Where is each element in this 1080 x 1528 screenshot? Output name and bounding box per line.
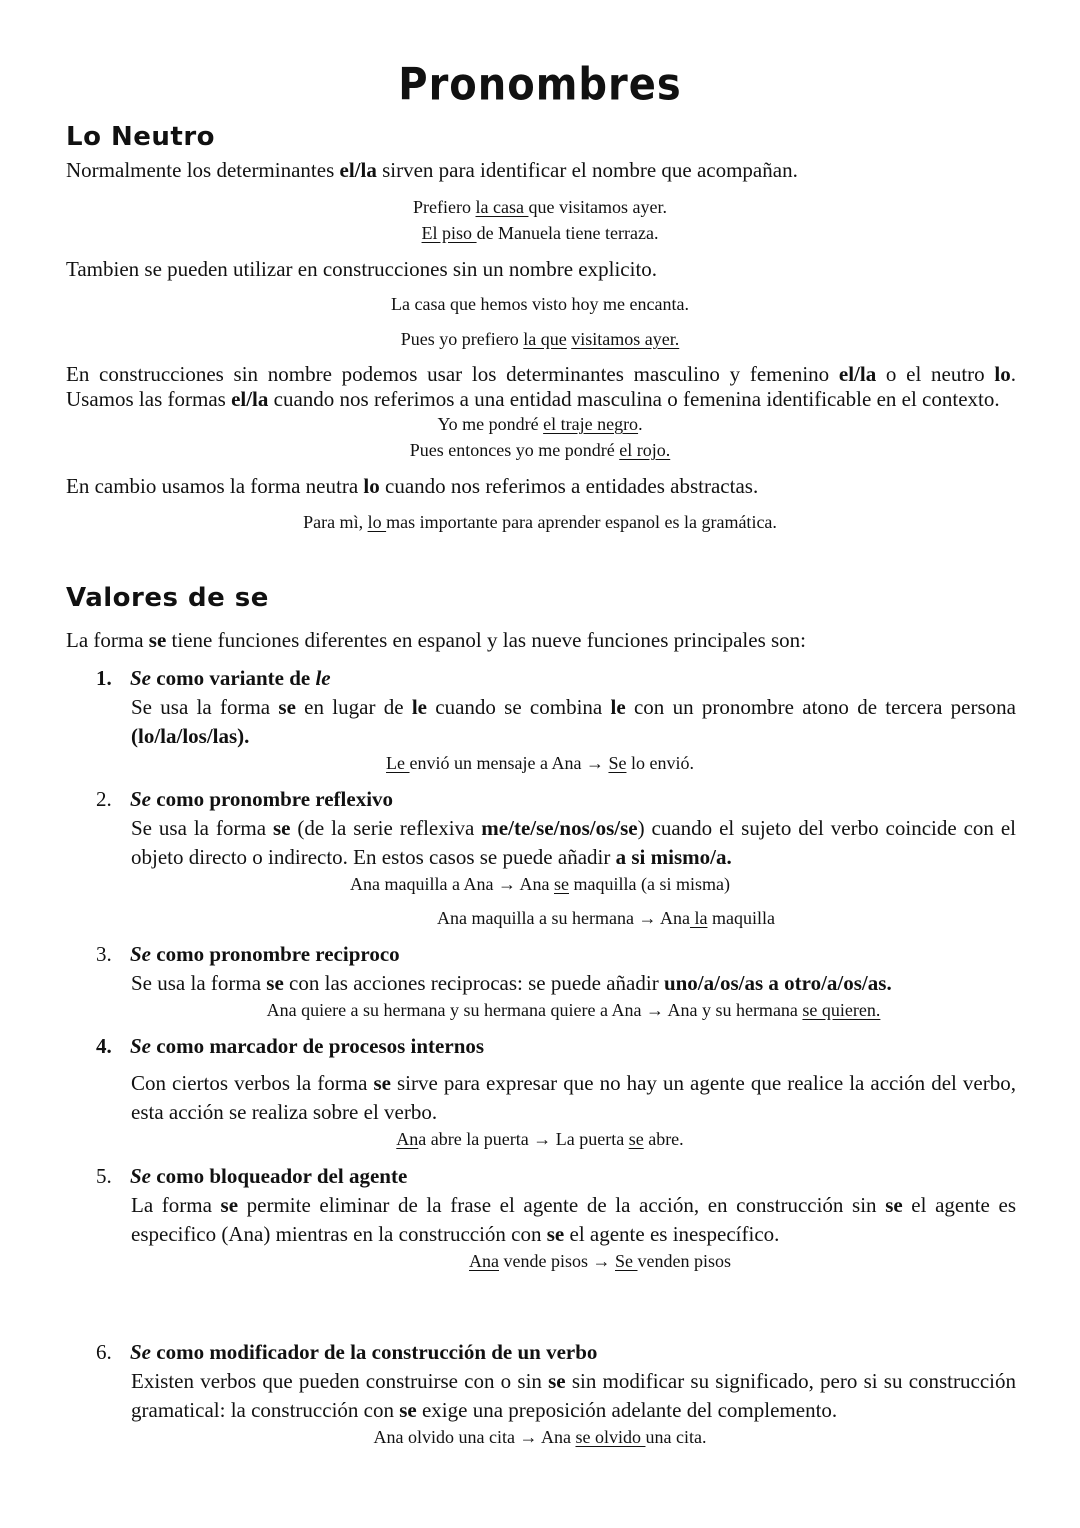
paragraph: La forma se tiene funciones diferentes en espanol y las nueve funciones principales son: [66,628,807,652]
section-heading-lo-neutro: Lo Neutro [66,122,215,152]
example-sentence: El piso de Manuela tiene terraza. [421,223,659,243]
list-item-text: La forma se permite eliminar de la frase el agente de la acción, en construcción sin se el agente es especifico (Ana) mientras en la construcción con se el agente es inespecífico. [131,1193,1016,1246]
example-sentence: Yo me pondré el traje negro. [437,414,643,434]
arrow-icon: → [592,1251,611,1271]
arrow-icon: → [638,908,657,928]
list-item-heading: 6. Se como modificador de la construcción de un verbo [96,1340,598,1364]
list-item-heading: 5. Se como bloqueador del agente [96,1164,408,1188]
example-sentence: Prefiero la casa que visitamos ayer. [413,197,667,217]
arrow-icon: → [645,1000,664,1020]
arrow-icon: → [498,874,516,894]
list-item-heading: 2. Se como pronombre reflexivo [96,787,394,811]
paragraph: En construcciones sin nombre podemos usar los determinantes masculino y femenino el/la o el neutro lo. Usamos las formas el/la cuando nos referimos a una entidad masculina o femenina identificable en el contexto. [66,362,1016,411]
list-item-heading: 3. Se como pronombre reciproco [96,942,400,966]
paragraph: Tambien se pueden utilizar en construcciones sin un nombre explicito. [66,257,658,281]
example-sentence: Ana maquilla a Ana → Ana se maquilla (a si misma) [350,874,730,894]
example-sentence: Pues yo prefiero la que visitamos ayer. [400,329,680,349]
arrow-icon: → [533,1129,552,1149]
arrow-icon: → [585,753,604,773]
example-sentence: Ana olvido una cita → Ana se olvido una cita. [373,1427,707,1447]
list-item-text: Se usa la forma se con las acciones reciprocas: se puede añadir uno/a/os/as a otro/a/os/as. [131,971,892,995]
section-heading-valores-de-se: Valores de se [66,583,269,613]
paragraph: En cambio usamos la forma neutra lo cuando nos referimos a entidades abstractas. [66,474,759,498]
example-sentence: Pues entonces yo me pondré el rojo. [409,440,671,460]
example-sentence: Le envió un mensaje a Ana → Se lo envió. [386,753,694,773]
arrow-icon: → [519,1427,538,1447]
paragraph: Normalmente los determinantes el/la sirven para identificar el nombre que acompañan. [66,158,798,182]
list-item-text: Existen verbos que pueden construirse con o sin se sin modificar su significado, pero si su construcción gramatical: la construcción con se exige una preposición adelante del complemento. [131,1369,1016,1422]
list-item-text: Se usa la forma se (de la serie reflexiva me/te/se/nos/os/se) cuando el sujeto del verbo coincide con el objeto directo o indirecto. En estos casos se puede añadir a si mismo/a. [131,816,1016,869]
list-item-text: Con ciertos verbos la forma se sirve para expresar que no hay un agente que realice la acción del verbo, esta acción se realiza sobre el verbo. [131,1071,1016,1124]
example-sentence: Ana vende pisos → Se venden pisos [469,1251,731,1271]
example-sentence: Ana quiere a su hermana y su hermana quiere a Ana → Ana y su hermana se quieren. [266,1000,881,1020]
list-item-heading: 1. Se como variante de le [96,666,331,690]
example-sentence: La casa que hemos visto hoy me encanta. [391,294,689,314]
example-sentence: Para mì, lo mas importante para aprender espanol es la gramática. [303,512,777,532]
example-sentence: Ana abre la puerta → La puerta se abre. [396,1129,684,1149]
page-title: Pronombres [398,59,682,111]
list-item-heading: 4. Se como marcador de procesos internos [96,1034,485,1058]
list-item-text: Se usa la forma se en lugar de le cuando se combina le con un pronombre atono de tercera persona (lo/la/los/las). [131,695,1016,748]
example-sentence: Ana maquilla a su hermana → Ana la maquilla [437,908,775,928]
